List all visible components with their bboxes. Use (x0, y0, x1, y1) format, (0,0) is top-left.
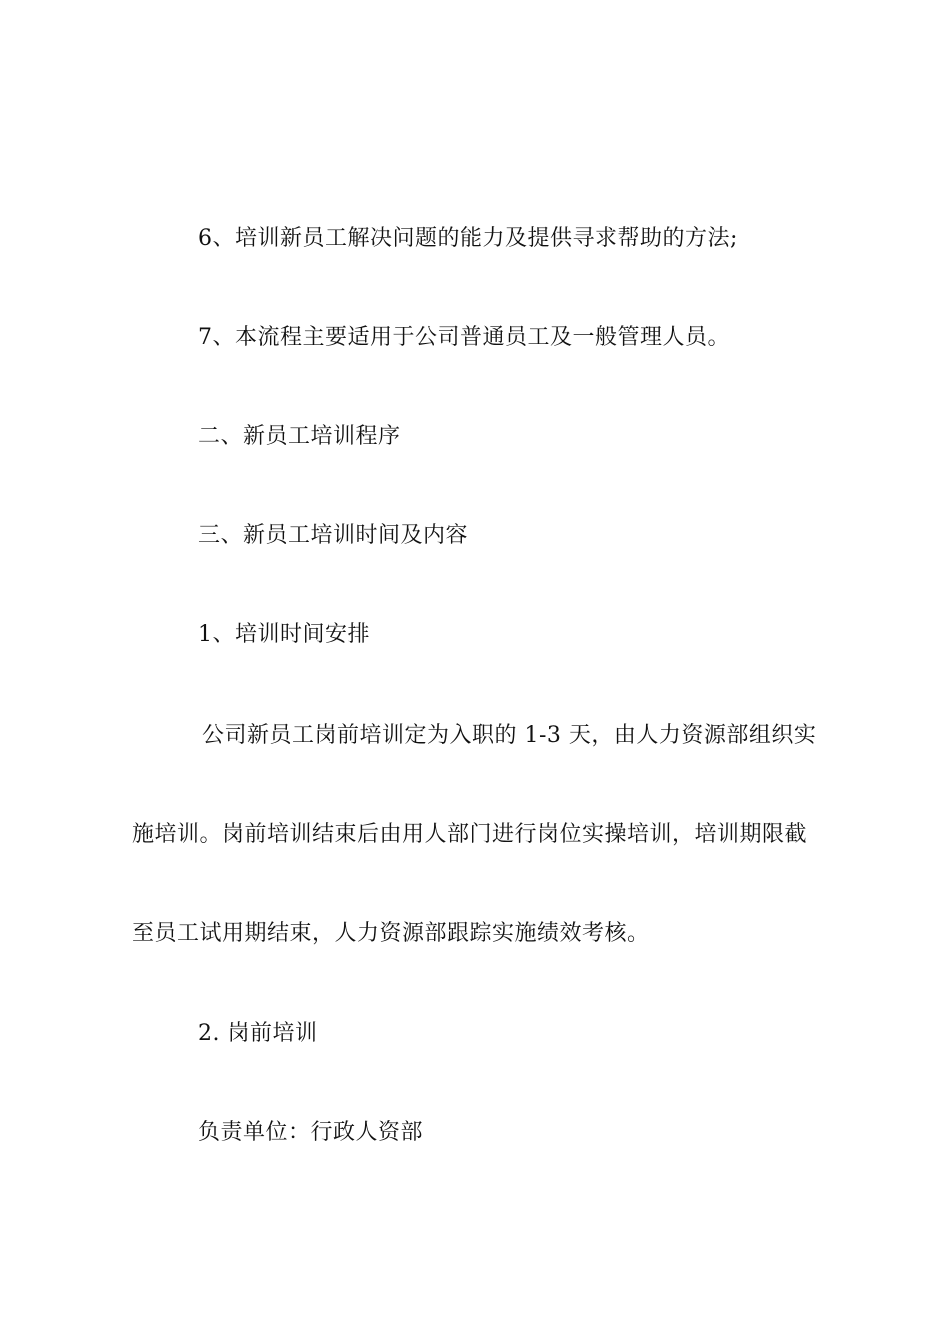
subheading-1: 1、培训时间安排 (198, 622, 370, 647)
section-heading-3: 三、新员工培训时间及内容 (198, 523, 469, 548)
responsible-unit: 负责单位：行政人资部 (198, 1120, 424, 1145)
section-heading-2: 二、新员工培训程序 (198, 424, 401, 449)
list-item-6: 6、培训新员工解决问题的能力及提供寻求帮助的方法; (198, 226, 738, 251)
paragraph-line-2: 施培训。岗前培训结束后由用人部门进行岗位实操培训，培训期限截 (132, 822, 808, 847)
subheading-2: 2. 岗前培训 (198, 1021, 318, 1046)
paragraph-line-3: 至员工试用期结束，人力资源部跟踪实施绩效考核。 (132, 921, 650, 946)
list-item-7: 7、本流程主要适用于公司普通员工及一般管理人员。 (198, 325, 730, 350)
paragraph-line-1: 公司新员工岗前培训定为入职的 1-3 天，由人力资源部组织实 (202, 723, 817, 748)
